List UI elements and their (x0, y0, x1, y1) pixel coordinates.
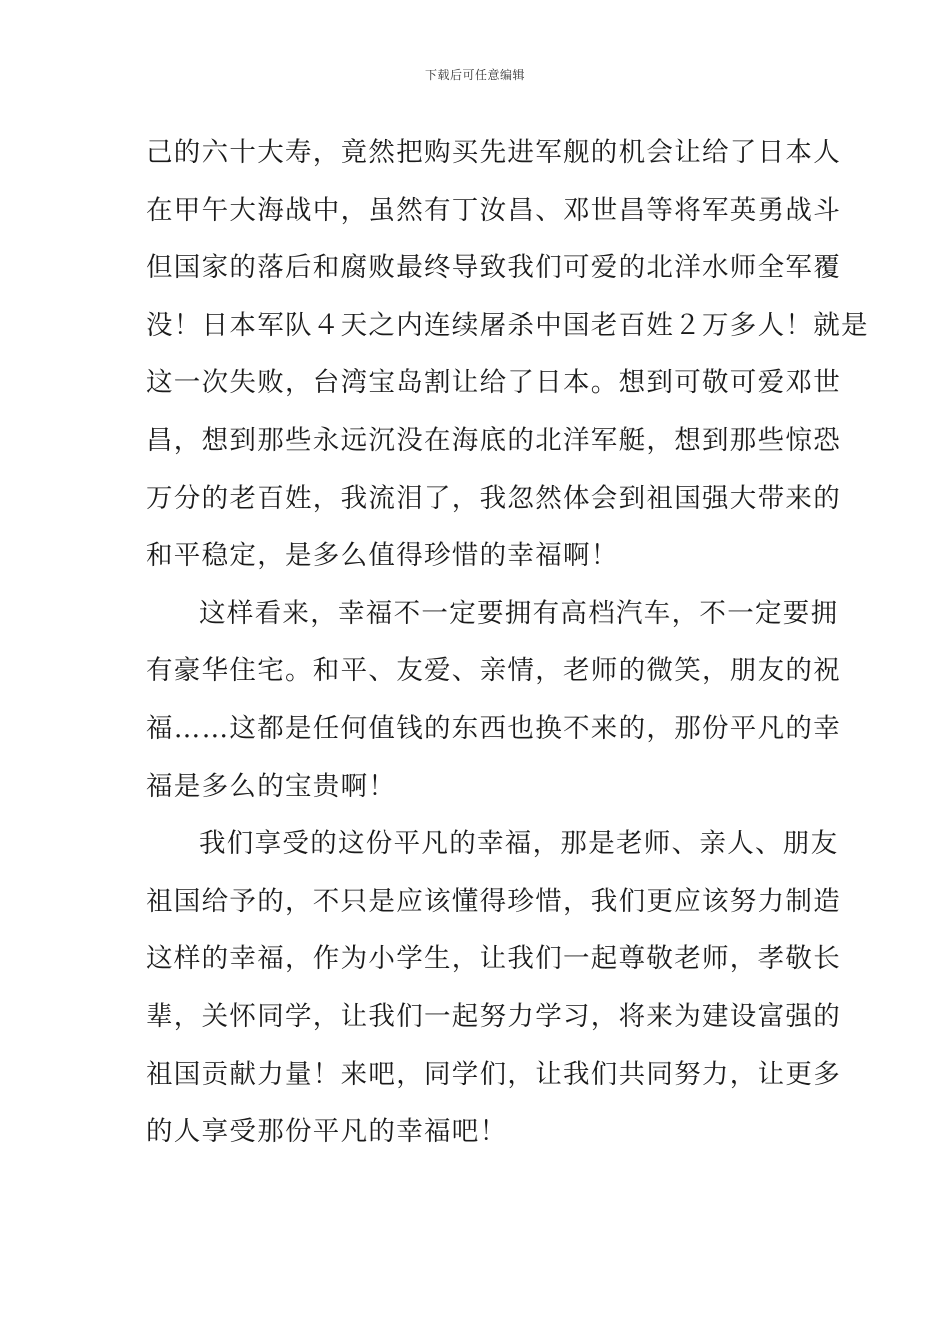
text-line: 万分的老百姓，我流泪了，我忽然体会到祖国强大带来的 (146, 482, 841, 514)
text-line: 有豪华住宅。和平、友爱、亲情，老师的微笑，朋友的祝 (146, 655, 841, 687)
text-line: 辈，关怀同学，让我们一起努力学习，将来为建设富强的 (146, 1000, 841, 1032)
text-line: 但国家的落后和腐败最终导致我们可爱的北洋水师全军覆 (146, 252, 841, 284)
text-line: 福是多么的宝贵啊！ (146, 770, 397, 802)
text-line: 在甲午大海战中，虽然有丁汝昌、邓世昌等将军英勇战斗 (146, 194, 841, 226)
document-body (146, 124, 869, 1161)
text-line: 己的六十大寿，竟然把购买先进军舰的机会让给了日本人 (146, 137, 841, 168)
page-header: 下载后可任意编辑 (424, 68, 525, 82)
text-line: 和平稳定，是多么值得珍惜的幸福啊！ (146, 540, 619, 572)
text-line: 福……这都是任何值钱的东西也换不来的，那份平凡的幸 (146, 712, 841, 744)
text-line: 的人享受那份平凡的幸福吧！ (146, 1116, 508, 1148)
text-line: 祖国给予的，不只是应该懂得珍惜，我们更应该努力制造 (146, 885, 841, 917)
text-line: 祖国贡献力量！来吧，同学们，让我们共同努力，让更多 (146, 1058, 841, 1090)
paragraph-start-line: 这样看来，幸福不一定要拥有高档汽车，不一定要拥 (199, 597, 839, 629)
text-line: 昌，想到那些永远沉没在海底的北洋军艇，想到那些惊恐 (146, 424, 841, 456)
text-line: 这样的幸福，作为小学生，让我们一起尊敬老师，孝敬长 (146, 943, 841, 975)
paragraph-start-line: 我们享受的这份平凡的幸福，那是老师、亲人、朋友 (199, 828, 839, 860)
text-line: 这一次失败，台湾宝岛割让给了日本。想到可敬可爱邓世 (146, 367, 841, 399)
text-line: 没！日本军队４天之内连续屠杀中国老百姓２万多人！就是 (146, 309, 869, 341)
